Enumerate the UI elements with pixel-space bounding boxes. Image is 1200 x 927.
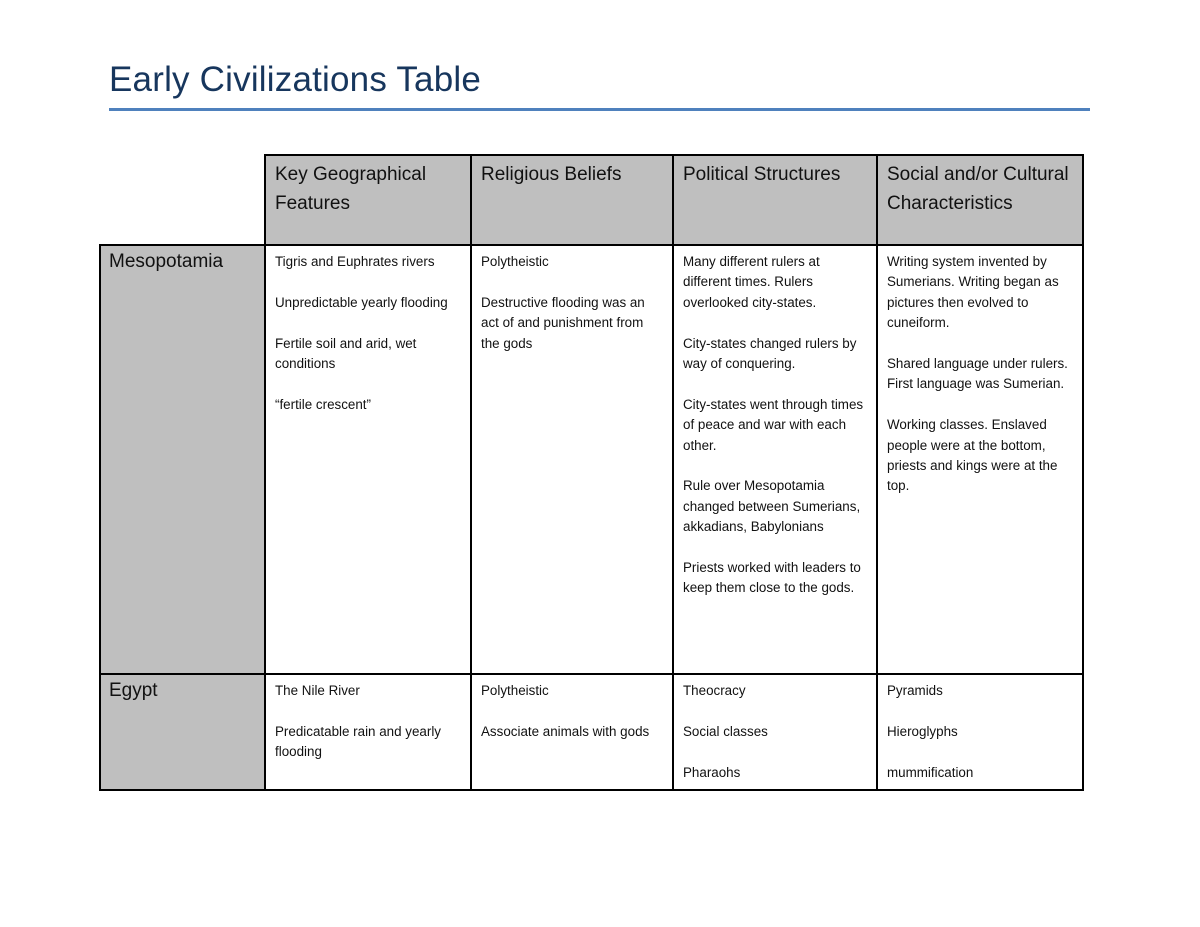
mesopotamia-politics-5: Priests worked with leaders to keep them close to the gods. [683, 560, 861, 596]
column-header-social [876, 154, 1084, 246]
egypt-religion-cell [470, 673, 674, 791]
egypt-politics-cell [672, 673, 878, 791]
row-header-mesopotamia-label: Mesopotamia [109, 251, 224, 272]
mesopotamia-politics-2: City-states changed rulers by way of conquering. [683, 335, 857, 372]
mesopotamia-social-1: Writing system invented by Sumerians. Writing began as pictures then evolved to cuneiform. [887, 254, 1059, 331]
mesopotamia-geography-2: Unpredictable yearly flooding [275, 294, 448, 310]
egypt-geography-cell [264, 673, 472, 791]
egypt-geography-2: Predicatable rain and yearly flooding [275, 723, 441, 760]
mesopotamia-politics-3: City-states went through times of peace and war with each other. [683, 396, 864, 453]
egypt-social-cell [876, 673, 1084, 791]
egypt-social-1: Pyramids [887, 683, 943, 698]
column-header-geography [264, 154, 472, 246]
mesopotamia-politics-1: Many different rulers at different times. Rulers overlooked city-states. [683, 254, 820, 310]
mesopotamia-religion-2: Destructive flooding was an act of and punishment from the gods [481, 294, 645, 351]
mesopotamia-social-cell [876, 244, 1084, 675]
mesopotamia-politics-4: Rule over Mesopotamia changed between Sumerians, akkadians, Babylonians [683, 478, 861, 535]
egypt-politics-1: Theocracy [683, 683, 746, 698]
egypt-social-2: Hieroglyphs [887, 723, 958, 739]
mesopotamia-geography-1: Tigris and Euphrates rivers [275, 254, 435, 269]
mesopotamia-social-2: Shared language under rulers. First language was Sumerian. [887, 356, 1068, 392]
egypt-religion-1: Polytheistic [481, 683, 549, 698]
document-title: Early Civilizations Table [109, 60, 482, 99]
mesopotamia-politics-cell [672, 244, 878, 675]
egypt-politics-2: Social classes [683, 723, 768, 739]
egypt-politics-3: Pharaohs [683, 764, 741, 780]
mesopotamia-social-3: Working classes. Enslaved people were at the bottom, priests and kings were at the top. [887, 417, 1058, 494]
mesopotamia-religion-cell [470, 244, 674, 675]
mesopotamia-geography-3: Fertile soil and arid, wet conditions [275, 335, 417, 371]
mesopotamia-geography-4: “fertile crescent” [275, 396, 371, 412]
row-header-egypt [99, 673, 266, 791]
row-header-egypt-label: Egypt [109, 680, 158, 701]
egypt-religion-2: Associate animals with gods [481, 723, 650, 739]
column-header-politics [672, 154, 878, 246]
egypt-geography-1: The Nile River [275, 683, 360, 698]
column-header-religion [470, 154, 674, 246]
column-header-social-label: Social and/or Cultural Characteristics [887, 164, 1069, 214]
mesopotamia-religion-1: Polytheistic [481, 254, 549, 269]
column-header-politics-label: Political Structures [683, 164, 841, 185]
row-header-mesopotamia [99, 244, 266, 675]
egypt-social-3: mummification [887, 764, 974, 780]
column-header-religion-label: Religious Beliefs [481, 164, 622, 185]
mesopotamia-geography-cell [264, 244, 472, 675]
column-header-geography-label: Key Geographical Features [275, 164, 427, 214]
